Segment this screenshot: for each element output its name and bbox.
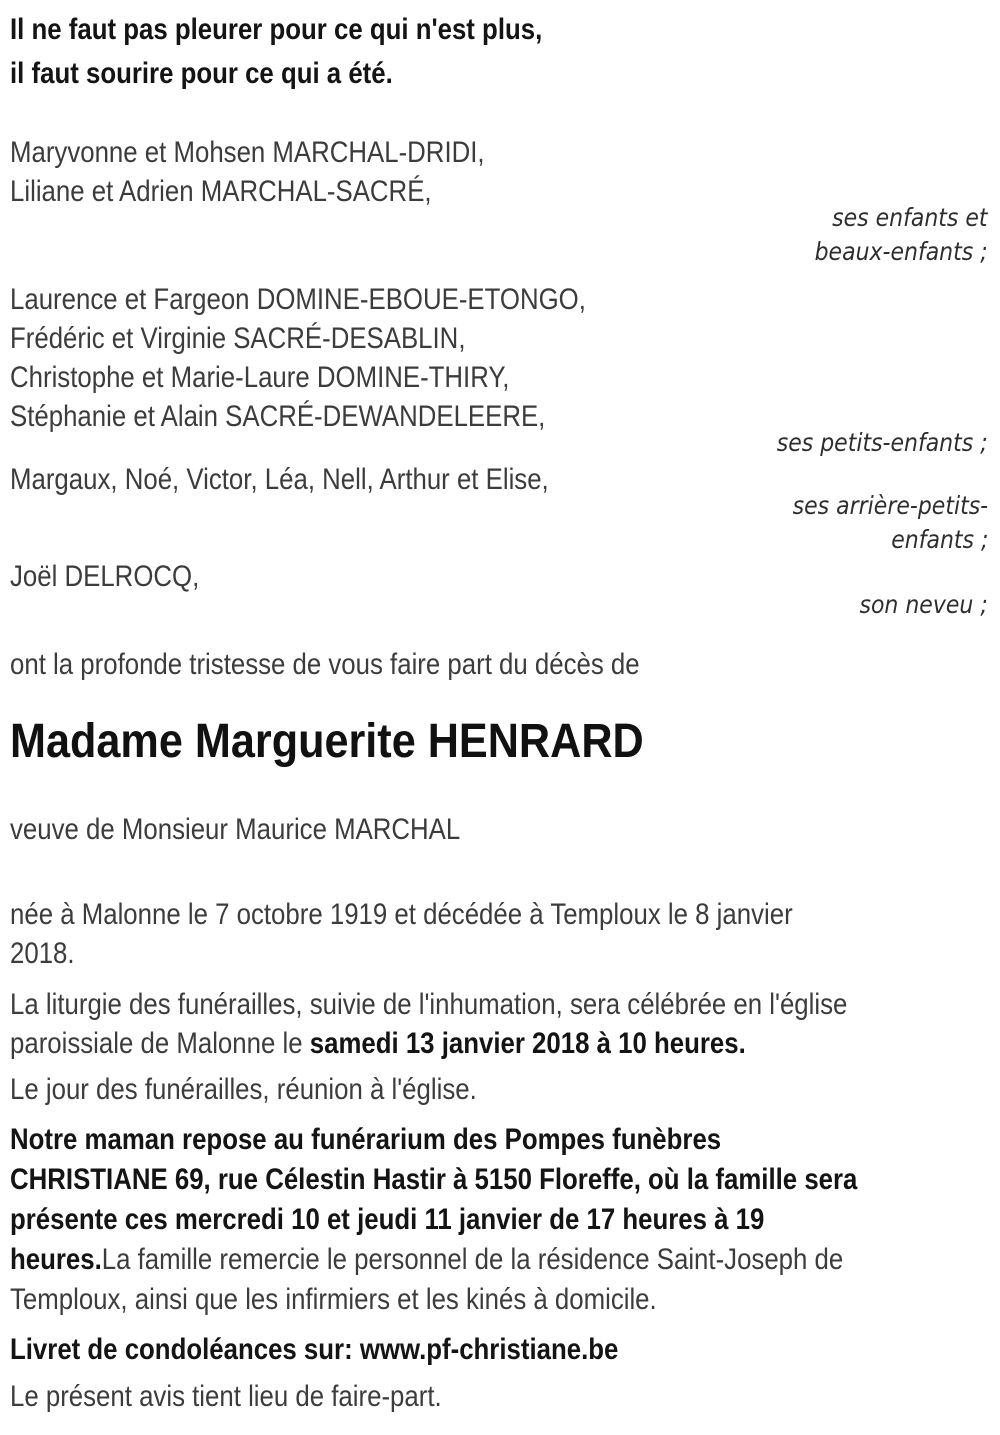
repose-line: présente ces mercredi 10 et jeudi 11 janvier de 17 heures à 19 xyxy=(10,1203,765,1236)
family-name-line: Liliane et Adrien MARCHAL-SACRÉ, xyxy=(10,175,432,208)
closing-line: Le présent avis tient lieu de faire-part. xyxy=(10,1380,442,1413)
family-name-line: Joël DELROCQ, xyxy=(10,560,200,593)
relation-line: son neveu ; xyxy=(859,590,988,619)
epigraph-line-1: Il ne faut pas pleurer pour ce qui n'est plus, xyxy=(10,13,543,46)
repose-paragraph xyxy=(10,1120,988,1320)
family-name-line: Margaux, Noé, Victor, Léa, Nell, Arthur et Elise, xyxy=(10,463,549,496)
relation-line: ses arrière-petits- xyxy=(792,491,988,520)
relation-line: beaux-enfants ; xyxy=(814,237,988,266)
family-group-children xyxy=(10,133,988,211)
repose-hours-bold: heures. xyxy=(10,1243,102,1276)
announcement-line: ont la profonde tristesse de vous faire part du décès de xyxy=(10,648,640,681)
repose-line xyxy=(10,1240,988,1280)
epigraph-line-2: il faut sourire pour ce qui a été. xyxy=(10,57,393,90)
birth-death-line: 2018. xyxy=(10,937,75,970)
repose-line: Temploux, ainsi que les infirmiers et les kinés à domicile. xyxy=(10,1283,657,1316)
relation-label-great-grandchildren xyxy=(10,489,988,557)
birth-death-line: née à Malonne le 7 octobre 1919 et décédée à Temploux le 8 janvier xyxy=(10,898,793,931)
family-name-line: Maryvonne et Mohsen MARCHAL-DRIDI, xyxy=(10,136,485,169)
ceremony-date-bold: samedi 13 janvier 2018 à 10 heures. xyxy=(309,1027,746,1060)
liturgy-paragraph xyxy=(10,985,988,1063)
repose-line: CHRISTIANE 69, rue Célestin Hastir à 5150 Floreffe, où la famille sera xyxy=(10,1163,858,1196)
epigraph xyxy=(10,8,988,96)
condolence-book-line: Livret de condoléances sur: www.pf-christiane.be xyxy=(10,1333,619,1366)
family-name-line: Christophe et Marie-Laure DOMINE-THIRY, xyxy=(10,361,510,394)
thanks-text: La famille remercie le personnel de la résidence Saint-Joseph de xyxy=(101,1243,844,1276)
liturgy-text-normal: paroissiale de Malonne le xyxy=(10,1027,310,1060)
liturgy-line: La liturgie des funérailles, suivie de l'inhumation, sera célébrée en l'église xyxy=(10,988,848,1021)
family-name-line: Frédéric et Virginie SACRÉ-DESABLIN, xyxy=(10,322,466,355)
family-name-line: Stéphanie et Alain SACRÉ-DEWANDELEERE, xyxy=(10,400,546,433)
widow-line: veuve de Monsieur Maurice MARCHAL xyxy=(10,813,461,846)
relation-line: ses enfants et xyxy=(832,203,988,232)
deceased-name-heading: Madame Marguerite HENRARD xyxy=(10,715,644,768)
relation-label-children xyxy=(10,201,988,269)
birth-death-paragraph xyxy=(10,895,988,973)
relation-line: ses petits-enfants ; xyxy=(777,428,988,457)
relation-line: enfants ; xyxy=(890,525,988,554)
family-name-line: Laurence et Fargeon DOMINE-EBOUE-ETONGO, xyxy=(10,283,586,316)
repose-line: Notre maman repose au funérarium des Pompes funèbres xyxy=(10,1123,722,1156)
liturgy-line xyxy=(10,1024,988,1063)
meeting-line: Le jour des funérailles, réunion à l'église. xyxy=(10,1073,477,1106)
family-group-grandchildren xyxy=(10,280,988,436)
